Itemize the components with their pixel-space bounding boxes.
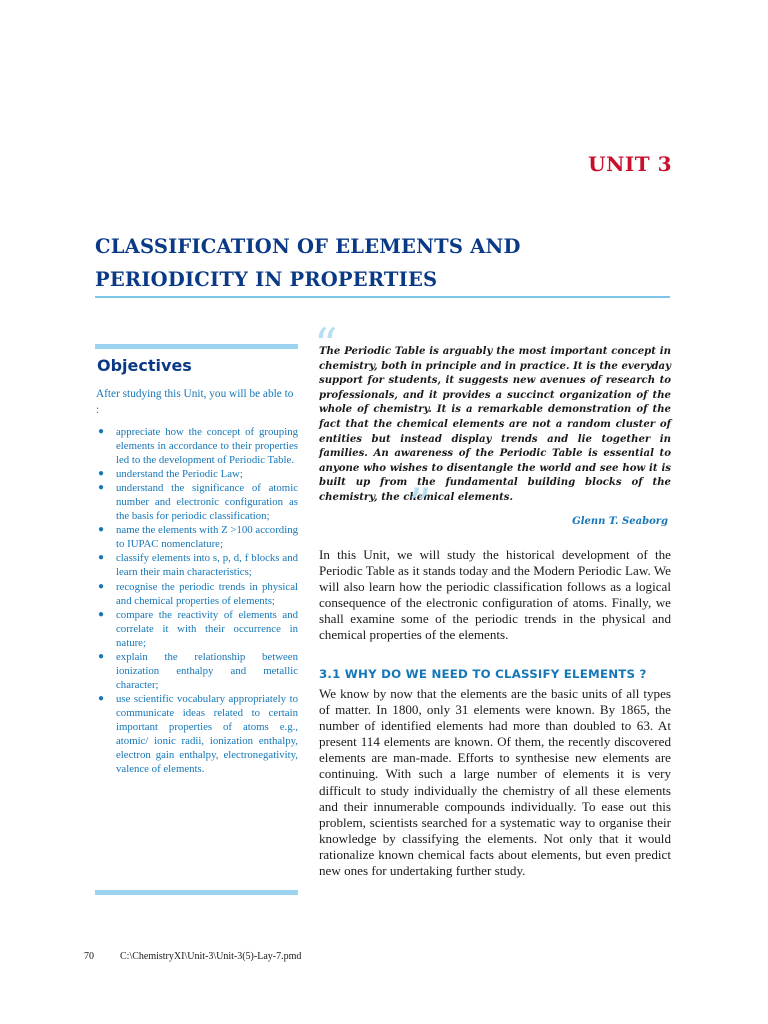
quote-open-mark: “: [314, 318, 338, 372]
bullet-icon: ●: [98, 580, 105, 592]
bullet-icon: ●: [98, 692, 105, 704]
objectives-list: [96, 425, 298, 776]
objective-item: [96, 551, 298, 579]
section-body: We know by now that the elements are the basic units of all types of matter. In 1800, only 31 elements were known. By 1865, the number of identified elements had more than doubled to 63. At present 114 elements are known. Of them, the recently discovered elements are man-made. Efforts to synthesise new elements are continuing. With such a large number of elements it is very difficult to study individually the chemistry of all these elements and their innumerable compounds individually. To ease out this problem, scientists searched for a systematic way to organise their knowledge by classifying the elements. Not only that it would rationalize known chemical facts about elements, but even predict new ones for undertaking further study.: [319, 686, 671, 879]
bullet-icon: ●: [98, 608, 105, 620]
bullet-icon: ●: [98, 524, 105, 536]
objective-item: [96, 425, 298, 467]
quote-close-mark: ”: [408, 478, 432, 532]
chapter-title-line-2: PERIODICITY IN PROPERTIES: [95, 268, 438, 291]
objective-item: [96, 523, 298, 551]
quote-author: Glenn T. Seaborg: [572, 516, 668, 527]
objective-text: appreciate how the concept of grouping elements in accordance to their properties led to the development of Periodic Table.: [116, 426, 298, 467]
objectives-bottom-bar: [95, 890, 298, 895]
bullet-icon: ●: [98, 468, 105, 480]
objective-text: explain the relationship between ionization enthalpy and metallic character;: [116, 650, 298, 691]
objectives-top-bar: [95, 344, 298, 349]
objective-item: [96, 481, 298, 523]
bullet-icon: ●: [98, 426, 105, 437]
section-heading: 3.1 WHY DO WE NEED TO CLASSIFY ELEMENTS ?: [319, 667, 647, 681]
objective-text: name the elements with Z >100 according to IUPAC nomenclature;: [116, 524, 298, 551]
bullet-icon: ●: [98, 552, 105, 564]
bullet-icon: ●: [98, 482, 105, 494]
objective-item: [96, 467, 298, 481]
unit-label: UNIT 3: [588, 152, 672, 176]
objective-text: classify elements into s, p, d, f blocks and learn their main characteristics;: [116, 552, 298, 579]
chapter-title-line-1: CLASSIFICATION OF ELEMENTS AND: [95, 235, 521, 258]
objective-text: use scientific vocabulary appropriately to communicate ideas related to certain important properties of atoms e.g., atomic/ ionic radii, ionization enthalpy, electron gain enthalpy, electronegativity, valence of elements.: [116, 692, 298, 776]
objective-text: compare the reactivity of elements and correlate it with their occurrence in nature;: [116, 608, 298, 649]
file-path: C:\ChemistryXI\Unit-3\Unit-3(5)-Lay-7.pmd: [120, 951, 302, 962]
objective-text: understand the significance of atomic number and electronic configuration as the basis for periodic classification;: [116, 482, 298, 523]
bullet-icon: ●: [98, 650, 105, 662]
title-rule: [95, 296, 670, 298]
page-number: 70: [84, 951, 94, 962]
objective-item: [96, 692, 298, 776]
objectives-intro: After studying this Unit, you will be able to :: [96, 388, 294, 416]
objective-item: [96, 608, 298, 650]
chapter-title: [95, 230, 695, 296]
objectives-heading: Objectives: [97, 356, 192, 375]
objective-item: [96, 580, 298, 608]
intro-paragraph: In this Unit, we will study the historical development of the Periodic Table as it stands today and the Modern Periodic Law. We will also learn how the periodic classification follows as a logical consequence of the electronic configuration of atoms. Finally, we shall examine some of the periodic trends in the physical and chemical properties of the elements.: [319, 547, 671, 643]
objective-item: [96, 650, 298, 692]
objective-text: understand the Periodic Law;: [116, 468, 243, 481]
epigraph-quote: The Periodic Table is arguably the most important concept in chemistry, both in principle and in practice. It is the everyday support for students, it suggests new avenues of research to professionals, and it provides a succinct organization of the whole of chemistry. It is a remarkable demonstration of the fact that the chemical elements are not a random cluster of entities but instead display trends and lie together in families. An awareness of the Periodic Table is essential to anyone who wishes to disentangle the world and see how it is built up from the fundamental building blocks of the chemistry, the chemical elements.: [319, 345, 671, 503]
objective-text: recognise the periodic trends in physical and chemical properties of elements;: [116, 580, 298, 607]
